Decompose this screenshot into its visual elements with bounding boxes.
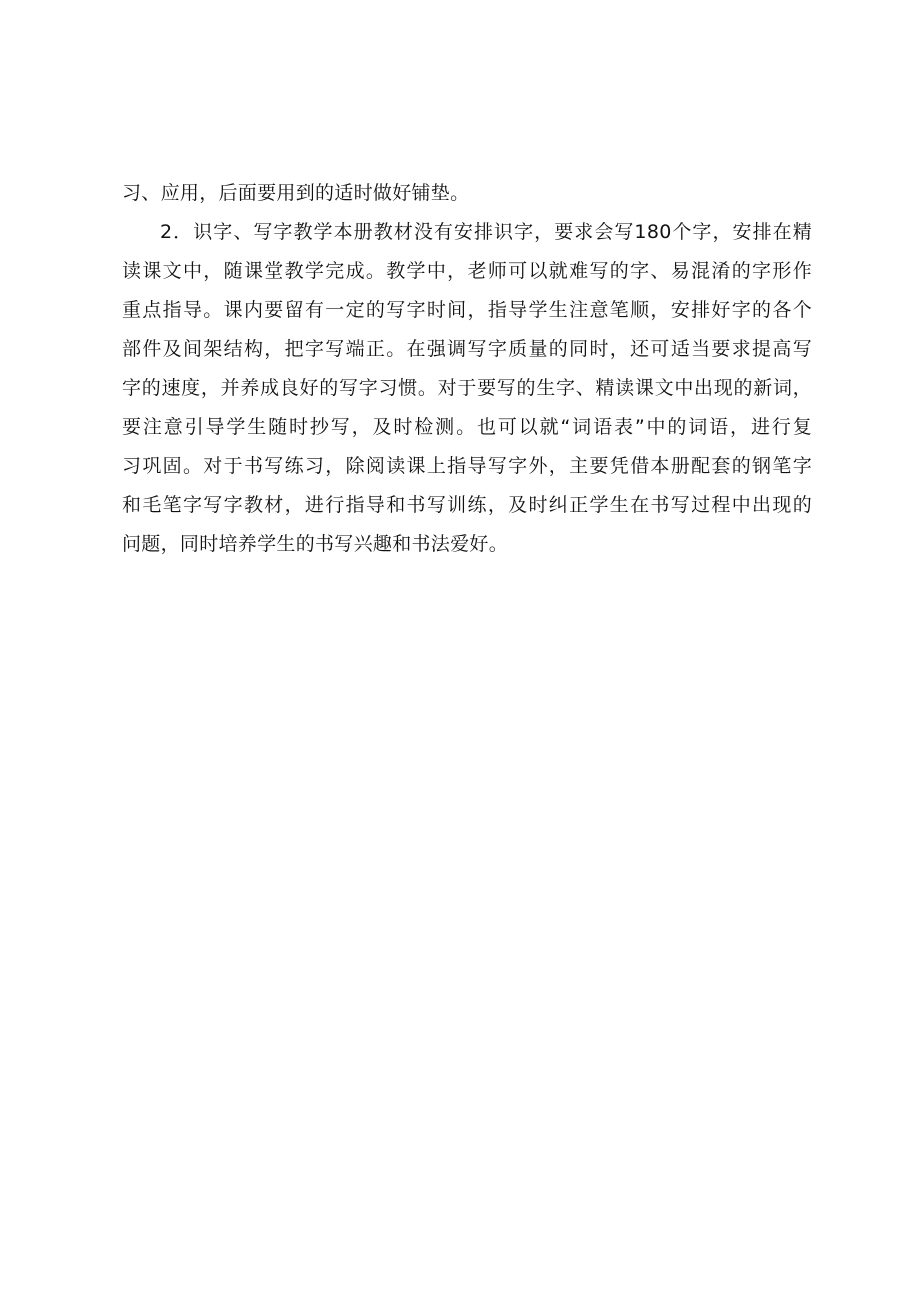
text-line: 重点指导。课内要留有一定的写字时间，指导学生注意笔顺，安排好字的各个: [122, 299, 812, 321]
text-line: 2．识字、写字教学本册教材没有安排识字，要求会写180个字，安排在精: [160, 221, 812, 243]
text-line: 和毛笔字写字教材，进行指导和书写训练，及时纠正学生在书写过程中出现的: [122, 494, 812, 516]
text-line: 字的速度，并养成良好的写字习惯。对于要写的生字、精读课文中出现的新词，: [122, 377, 812, 399]
text-line: 部件及间架结构，把字写端正。在强调写字质量的同时，还可适当要求提高写: [122, 338, 812, 360]
text-line: 要注意引导学生随时抄写，及时检测。也可以就“词语表”中的词语，进行复: [122, 416, 812, 438]
text-line: 问题，同时培养学生的书写兴趣和书法爱好。: [122, 533, 509, 555]
body-text: [122, 174, 812, 564]
text-line: 习巩固。对于书写练习，除阅读课上指导写字外，主要凭借本册配套的钢笔字: [122, 455, 812, 477]
text-line: 习、应用，后面要用到的适时做好铺垫。: [122, 182, 470, 204]
text-line: 读课文中，随课堂教学完成。教学中，老师可以就难写的字、易混淆的字形作: [122, 260, 812, 282]
